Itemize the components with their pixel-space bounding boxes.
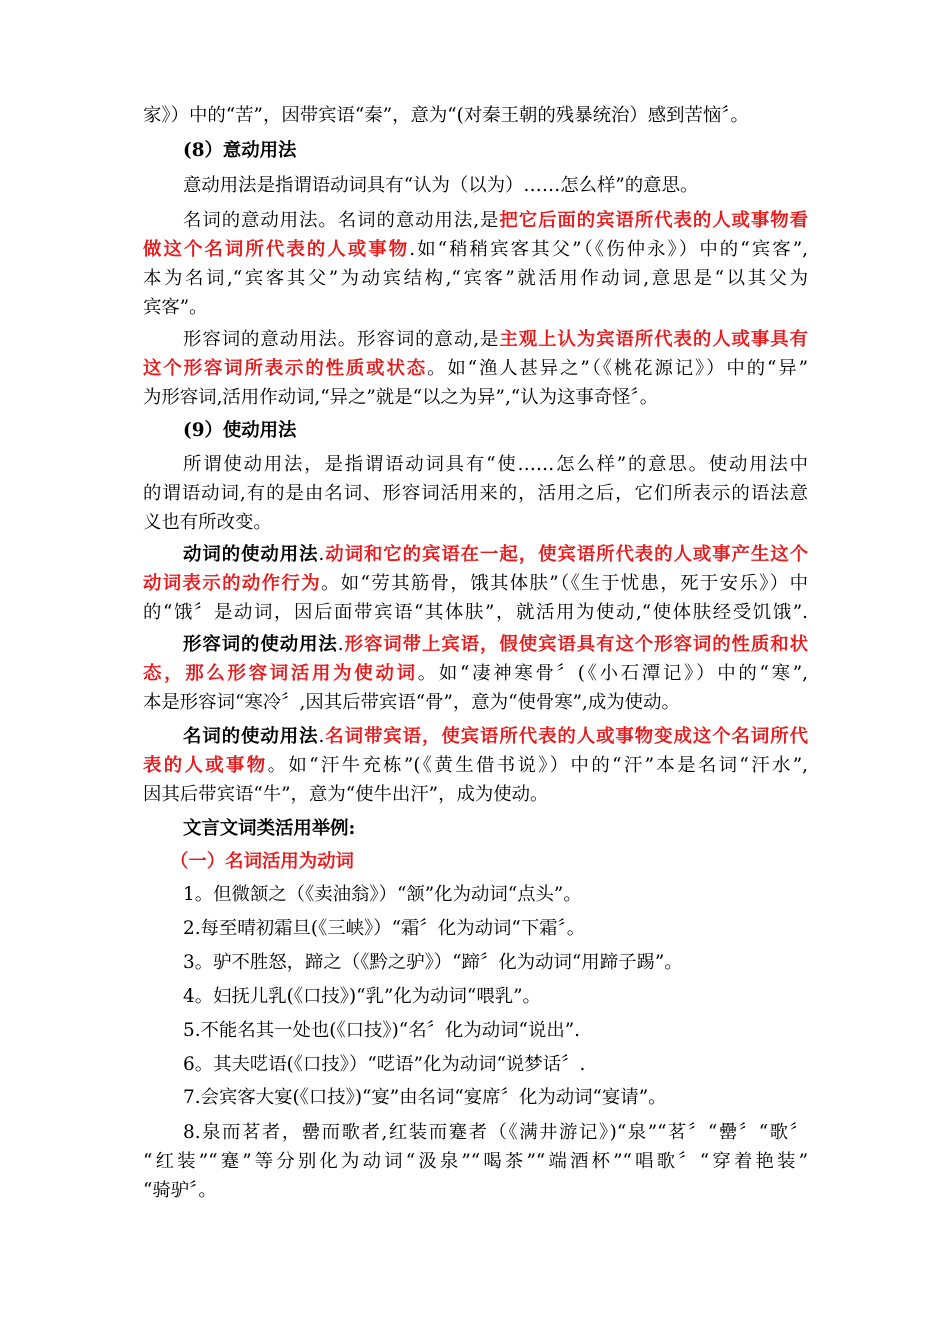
list-item-8-line1 xyxy=(183,1118,808,1147)
list-item-4 xyxy=(183,982,541,1011)
highlight-text: 动词和它的宾语在一起，使宾语所代表的人或事产生这个 xyxy=(324,544,808,565)
heading-noun-as-verb xyxy=(170,847,354,876)
line-text: 8.泉而茗者，罍而歌者,红装而蹇者（《满井游记》)“泉”“茗〞“罍〞“歌〞 xyxy=(183,1122,808,1143)
highlight-text: 主观上认为宾语所代表的人或事具有 xyxy=(499,329,808,350)
paragraph-verb-shidong-line2 xyxy=(143,569,808,598)
line-text: 。如“劳其筋骨，饿其体肤”（《生于忧患，死于安乐》）中 xyxy=(320,573,808,594)
line-text: 3。驴不胜怒，蹄之（《黔之驴》）“蹄〞化为动词“用蹄子踢”。 xyxy=(183,952,683,973)
line-text: 意动用法是指谓语动词具有“认为（以为）……怎么样”的意思。 xyxy=(183,175,699,196)
paragraph-noun-yidong-line3 xyxy=(143,264,808,293)
list-item-2 xyxy=(183,914,585,943)
bold-term: 形容词的使动用法 xyxy=(183,634,338,655)
line-text: 1。但微颔之（《卖油翁》）“颔”化为动词“点头”。 xyxy=(183,884,582,905)
line-text: 因其后带宾语“牛”，意为“使牛出汗”，成为使动。 xyxy=(143,784,549,805)
line-text: 家》）中的“苦”，因带宾语“秦”，意为“(对秦王朝的残暴统治）感到苦恼〞。 xyxy=(143,105,749,126)
line-text: 义也有所改变。 xyxy=(143,512,272,533)
paragraph-shidong-def-line2 xyxy=(143,479,808,508)
line-text: 形容词的意动用法。形容词的意动,是 xyxy=(183,329,500,350)
line-text: 文言文词类活用举例: xyxy=(183,818,356,839)
paragraph-noun-shidong-line1 xyxy=(183,722,808,751)
paragraph-noun-yidong-line4 xyxy=(143,293,208,322)
line-text: 名词的意动用法。名词的意动用法,是 xyxy=(183,210,500,231)
highlight-text: 名词带宾语，使宾语所代表的人或事物变成这个名词所代 xyxy=(324,726,808,747)
paragraph-verb-shidong-line3 xyxy=(143,598,808,627)
paragraph-shidong-def-line1 xyxy=(183,450,808,479)
highlight-text: 把它后面的宾语所代表的人或事物看 xyxy=(499,210,808,231)
paragraph-adj-shidong-line3 xyxy=(143,688,680,717)
paragraph-shidong-def-line3 xyxy=(143,508,272,537)
paragraph-adj-yidong-line1 xyxy=(183,325,808,354)
list-item-8-line3 xyxy=(143,1176,217,1205)
list-item-8-line2 xyxy=(143,1147,808,1176)
line-text: 的“饿〞是动词，因后面带宾语“其体肤”，就活用为使动,“使体肤经受饥饿”. xyxy=(143,602,808,623)
list-item-6 xyxy=(183,1050,585,1079)
list-item-1 xyxy=(183,880,582,909)
list-item-7 xyxy=(183,1083,667,1112)
line-text: (9）使动用法 xyxy=(183,420,297,441)
line-text: (8）意动用法 xyxy=(183,140,297,161)
bold-term: 动词的使动用法 xyxy=(183,544,319,565)
line-text: 为形容词,活用作动词,“异之”就是“以之为异”,“认为这事奇怪〞。 xyxy=(143,387,659,408)
paragraph-yidong-definition xyxy=(183,171,698,200)
line-text: 宾客”。 xyxy=(143,297,208,318)
line-text: “骑驴〞。 xyxy=(143,1180,217,1201)
highlight-text: 这个形容词所表示的性质或状态 xyxy=(143,358,428,379)
paragraph-noun-shidong-line2 xyxy=(143,751,808,780)
line-text: 7.会宾客大宴(《口技》)“宴”由名词“宴席〞化为动词“宴请”。 xyxy=(183,1087,667,1108)
paragraph-adj-yidong-line2 xyxy=(143,354,808,383)
highlight-text: 形容词带上宾语，假使宾语具有这个形容词的性质和状 xyxy=(343,634,808,655)
paragraph-noun-yidong-line1 xyxy=(183,206,808,235)
line-text: 6。其夫呓语(《口技》）“呓语”化为动词“说梦话〞. xyxy=(183,1054,586,1075)
highlight-text: 表的人或事物 xyxy=(143,755,268,776)
line-text: （一）名词活用为动词 xyxy=(170,851,354,872)
line-text: 5.不能名其一处也(《口技》)“名〞化为动词“说出”. xyxy=(183,1020,580,1041)
line-text: 所谓使动用法，是指谓语动词具有“使……怎么样”的意思。使动用法中 xyxy=(183,454,808,475)
highlight-text: 动词表示的动作行为 xyxy=(143,573,321,594)
line-text: 的谓语动词,有的是由名词、形容词活用来的，活用之后，它们所表示的语法意 xyxy=(143,483,808,504)
line-text: .如“稍稍宾客其父”（《伤仲永》）中的“宾客”, xyxy=(409,239,808,260)
paragraph-adj-shidong-line1 xyxy=(183,630,808,659)
paragraph-adj-yidong-line3 xyxy=(143,383,658,412)
line-text: . xyxy=(337,634,344,655)
text-line-continuation xyxy=(143,101,749,130)
line-text: 本是形容词“寒冷〞,因其后带宾语“骨”，意为“使骨寒”,成为使动。 xyxy=(143,692,680,713)
highlight-text: 做这个名词所代表的人或事物 xyxy=(143,239,410,260)
heading-8-yidong xyxy=(183,136,296,165)
list-item-5 xyxy=(183,1016,580,1045)
line-text: “红装”“蹇”等分别化为动词“汲泉”“喝茶”“端酒杯”“唱歌〞“穿着艳装” xyxy=(143,1151,808,1172)
line-text: 本为名词,“宾客其父”为动宾结构,“宾客”就活用作动词,意思是“以其父为 xyxy=(143,268,808,289)
line-text: 。如“渔人甚异之”（《桃花源记》）中的“异” xyxy=(427,358,808,379)
line-text: . xyxy=(318,726,325,747)
line-text: 。如“凄神寒骨〞(《小石潭记》）中的“寒”, xyxy=(417,663,808,684)
list-item-3 xyxy=(183,948,683,977)
line-text: . xyxy=(318,544,325,565)
paragraph-noun-yidong-line2 xyxy=(143,235,808,264)
line-text: 。如“汗牛充栋”(《黄生借书说》）中的“汗”本是名词“汗水”, xyxy=(267,755,808,776)
paragraph-adj-shidong-line2 xyxy=(143,659,808,688)
heading-9-shidong xyxy=(183,416,296,445)
line-text: 2.每至晴初霜旦(《三峡》）“霜〞化为动词“下霜〞。 xyxy=(183,918,586,939)
bold-term: 名词的使动用法 xyxy=(183,726,319,747)
paragraph-verb-shidong-line1 xyxy=(183,540,808,569)
heading-examples xyxy=(183,814,355,843)
line-text: 4。妇抚儿乳(《口技》)“乳”化为动词“喂乳”。 xyxy=(183,986,541,1007)
highlight-text: 态，那么形容词活用为使动词 xyxy=(143,663,418,684)
paragraph-noun-shidong-line3 xyxy=(143,780,548,809)
